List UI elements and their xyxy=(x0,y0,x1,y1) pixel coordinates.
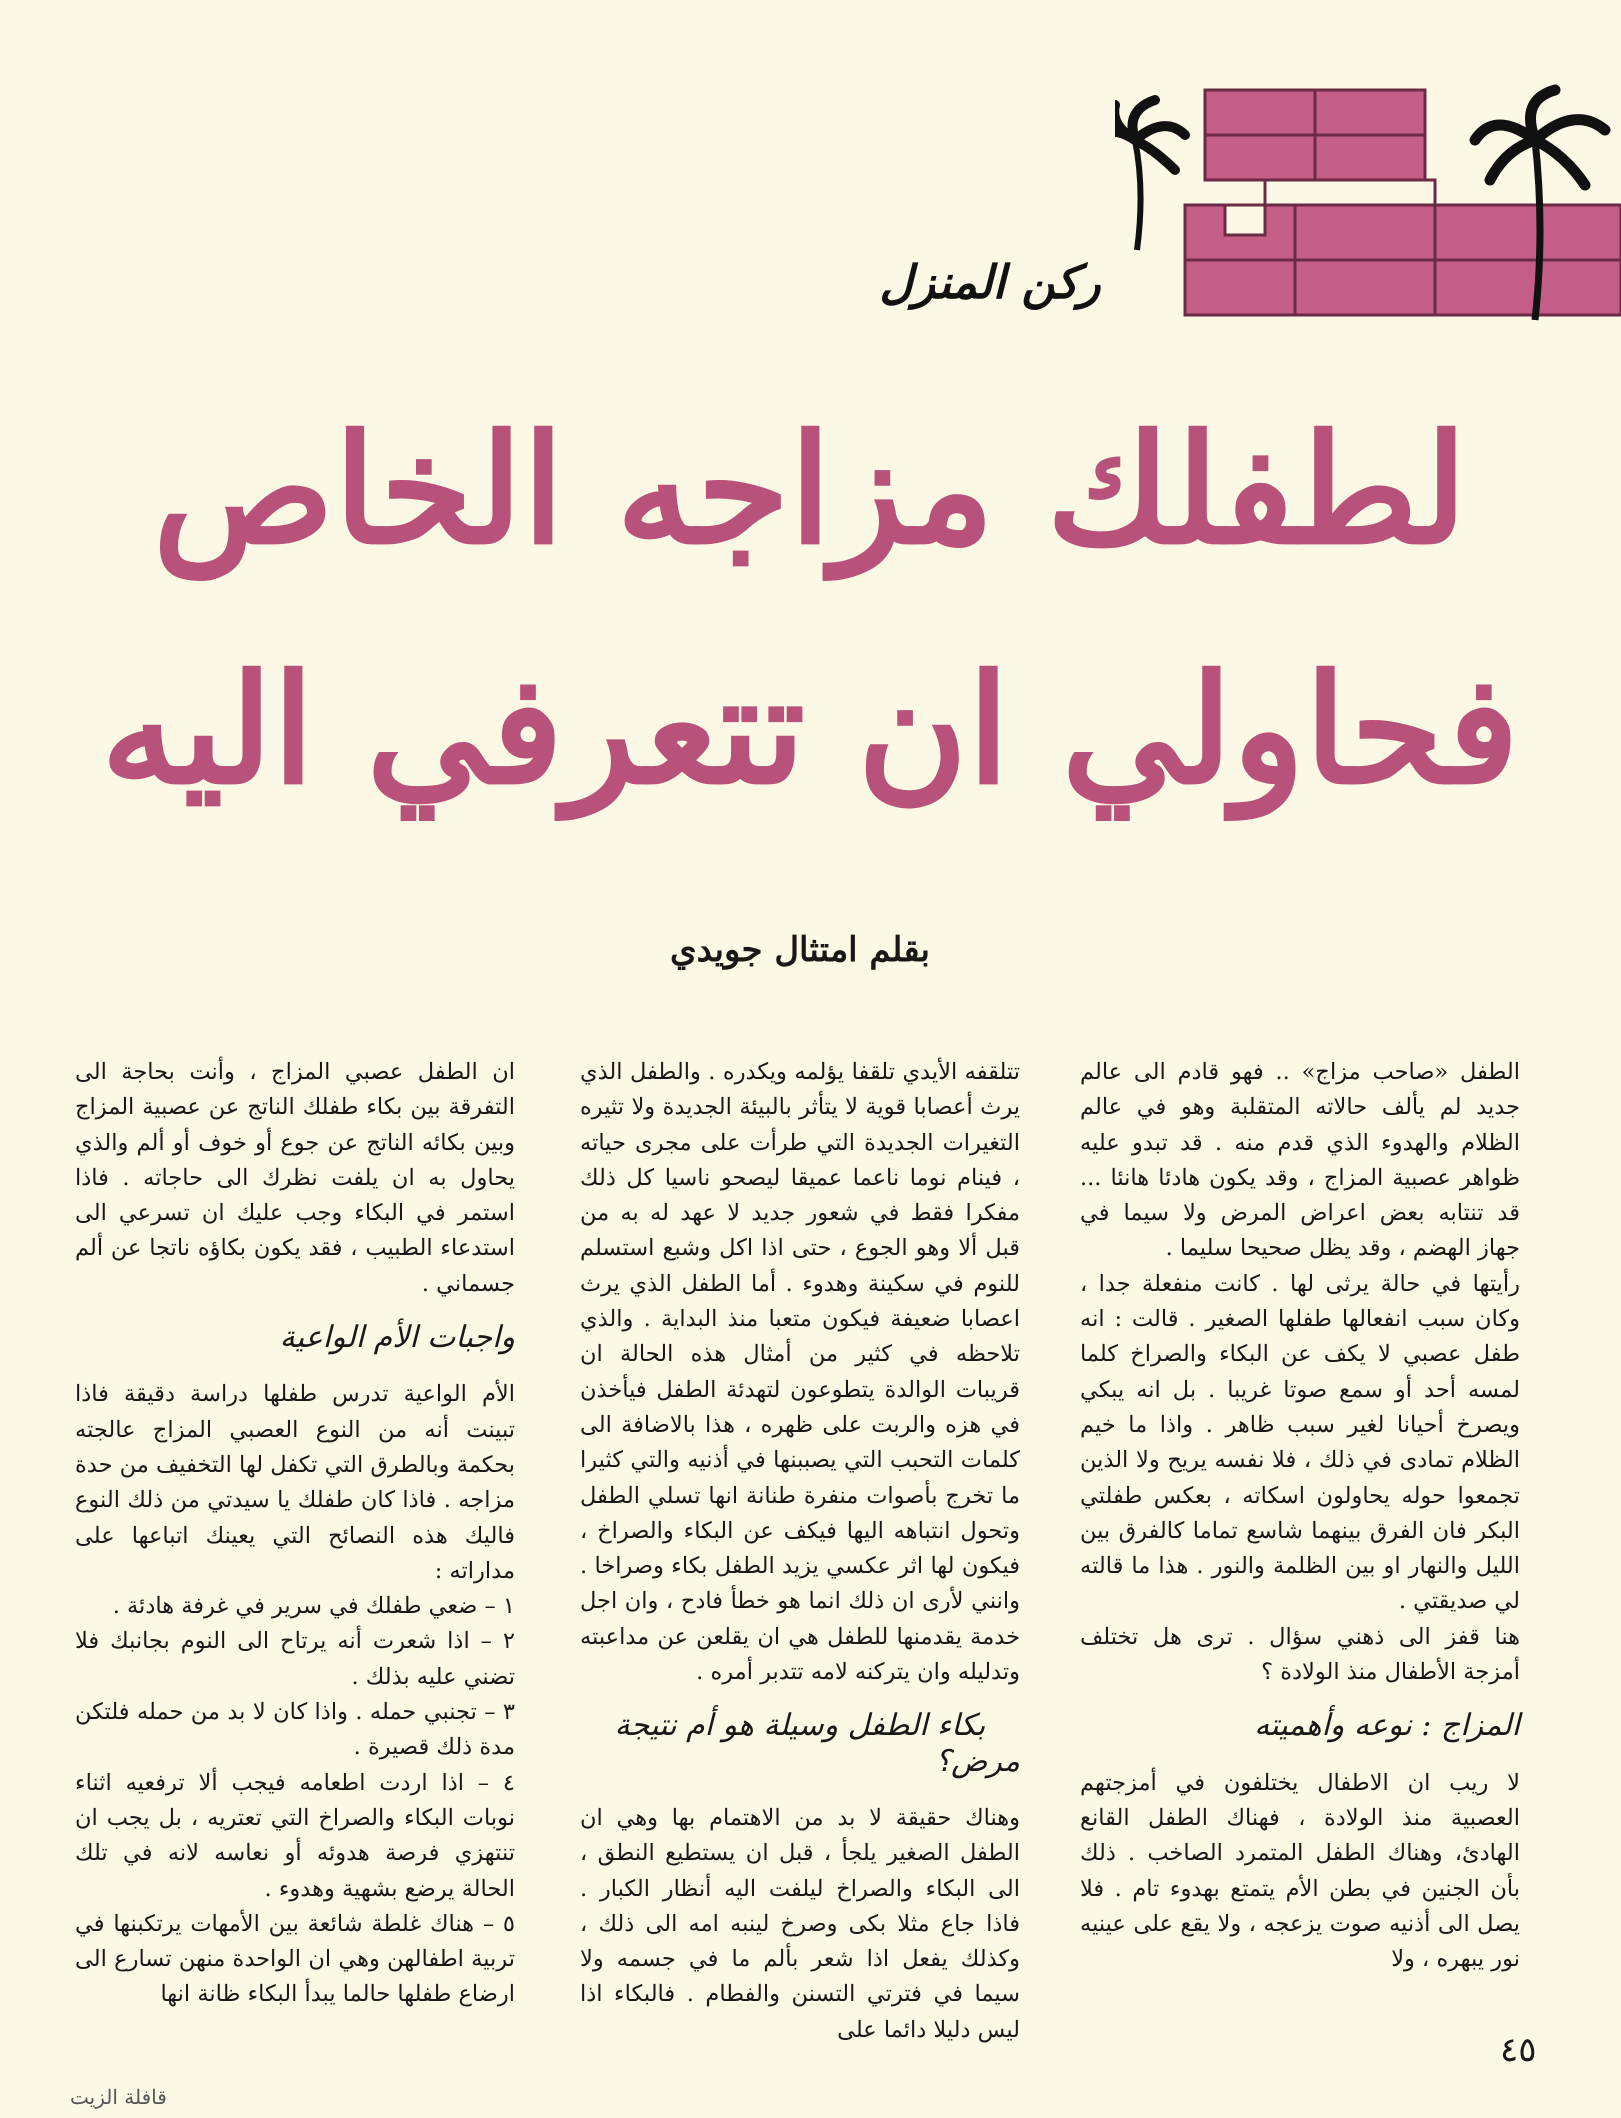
article-column-1 xyxy=(1080,1055,1520,1977)
paragraph: تتلقفه الأيدي تلقفا يؤلمه ويكدره . والطفل الذي يرث أعصابا قوية لا يتأثر بالبيئة الجديدة ولا تثيره التغيرات الجديدة التي طرأت على مجرى حياته ، فينام نوما ناعما عميقا ليصحو ناسيا كل ذلك مفكرا فقط في شعور جديد لا عهد له به من قبل ألا وهو الجوع ، حتى اذا اكل وشبع استسلم للنوم في سكينة وهدوء . أما الطفل الذي يرث اعصابا ضعيفة فيكون متعبا منذ البداية . والذي تلاحظه في كثير من أمثال هذه الحالة ان قريبات الوالدة يتطوعون لتهدئة الطفل فيأخذن في هزه والربت على ظهره ، هذا بالاضافة الى كلمات التحبب التي يصببنها في أذنيه والتي كثيرا ما تخرج بأصوات منفرة طنانة انها تسلي الطفل وتحول انتباهه اليها فيكف عن البكاء والصراخ ، فيكون لها اثر عكسي يزيد الطفل بكاء وصراخا . وانني لأرى ان ذلك انما هو خطأ فادح ، وان اجل خدمة يقدمنها للطفل هي ان يقلعن عن مداعبته وتدليله وان يتركنه لامه تتدبر أمره . xyxy=(580,1059,1020,1686)
paragraph: رأيتها في حالة يرثى لها . كانت منفعلة جدا ، وكان سبب انفعالها طفلها الصغير . قالت : انه طفل عصبي لا يكف عن البكاء والصراخ كلما لمسه أحد أو سمع صوتا غريبا . بل انه يبكي ويصرخ أحيانا لغير سبب ظاهر . واذا ما خيم الظلام تمادى في ذلك ، فلا نفسه يريح ولا الذين تجمعوا حوله يحاولون اسكاته ، بعكس طفلتي البكر فان الفرق بينهما شاسع تماما كالفرق بين الليل والنهار او بين الظلمة والنور . هذا ما قالته لي صديقتي . xyxy=(1080,1270,1520,1615)
headline-line-1: لطفلك مزاجه الخاص xyxy=(152,402,1468,578)
paragraph: ان الطفل عصبي المزاج ، وأنت بحاجة الى التفرقة بين بكاء طفلك الناتج عن عصبية المزاج وبين بكائه الناتج عن جوع أو خوف أو ألم والذي يحاول به ان يلفت نظرك الى حاجاته . فاذا استمر في البكاء وجب عليك ان تسرعي الى استدعاء الطبيب ، فقد يكون بكاؤه ناتجا عن ألم جسماني . xyxy=(75,1059,515,1297)
house-palm-icon xyxy=(1115,80,1621,330)
header-illustration xyxy=(1115,80,1621,330)
section-label: ركن المنزل xyxy=(879,255,1101,309)
subheading: واجبات الأم الواعية xyxy=(279,1320,515,1356)
paragraph: ٣ – تجنبي حمله . واذا كان لا بد من حمله فلتكن مدة ذلك قصيرة . xyxy=(75,1699,515,1761)
subheading: بكاء الطفل وسيلة هو أم نتيجة مرض؟ xyxy=(614,1708,1020,1779)
paragraph: الأم الواعية تدرس طفلها دراسة دقيقة فاذا تبينت أنه من النوع العصبي المزاج عالجته بحكمة وبالطرق التي تكفل لها التخفيف من حدة مزاجه . فاذا كان طفلك يا سيدتي من ذلك النوع فاليك هذه النصائح التي يعينك اتباعها على مداراته : xyxy=(75,1381,515,1584)
paragraph: وهناك حقيقة لا بد من الاهتمام بها وهي ان الطفل الصغير يلجأ ، قبل ان يستطيع النطق ، الى البكاء والصراخ ليلفت اليه أنظار الكبار . فاذا جاع مثلا بكى وصرخ لينبه امه الى ذلك ، وكذلك يفعل اذا شعر بألم ما في جسمه ولا سيما في فترتي التسنن والفطام . فالبكاء اذا ليس دليلا دائما على xyxy=(580,1804,1020,2043)
paragraph: الطفل «صاحب مزاج» .. فهو قادم الى عالم جديد لم يألف حالاته المتقلبة وهو في عالم الظلام والهدوء الذي قدم منه . قد تبدو عليه ظواهر عصبية المزاج ، وقد يكون هادئا هانئا ... قد تنتابه بعض اعراض المرض ولا سيما في جهاز الهضم ، وقد يظل صحيحا سليما . xyxy=(1080,1059,1520,1262)
paragraph: هنا قفز الى ذهني سؤال . ترى هل تختلف أمزجة الأطفال منذ الولادة ؟ xyxy=(1080,1623,1520,1686)
headline-line-2: فحاولي ان تتعرفي اليه xyxy=(101,642,1519,818)
paragraph: ٥ – هناك غلطة شائعة بين الأمهات يرتكبنها في تربية اطفالهن وهي ان الواحدة منهن تسارع الى ارضاع طفلها حالما يبدأ البكاء ظانة انها xyxy=(75,1910,515,2008)
subheading: المزاج : نوعه وأهميته xyxy=(1254,1708,1520,1744)
page-number: ٤٥ xyxy=(1500,2030,1537,2070)
article-column-2 xyxy=(580,1055,1020,2048)
paragraph: ٢ – اذا شعرت أنه يرتاح الى النوم بجانبك فلا تضني عليه بذلك . xyxy=(75,1628,515,1690)
paragraph: ١ – ضعي طفلك في سرير في غرفة هادئة . xyxy=(112,1593,515,1620)
byline: بقلم امتثال جويدي xyxy=(670,930,930,970)
paragraph: ٤ – اذا اردت اطعامه فيجب ألا ترفعيه اثناء نوبات البكاء والصراخ التي تعتريه ، بل يجب ان تنتهزي فرصة هدوئه أو نعاسه لانه في تلك الحالة يرضع بشهية وهدوء . xyxy=(75,1769,515,1902)
article-column-3 xyxy=(75,1055,515,2013)
footer-publication: قافلة الزيت xyxy=(70,2085,167,2109)
paragraph: لا ريب ان الاطفال يختلفون في أمزجتهم العصبية منذ الولادة ، فهناك الطفل القانع الهادئ، وهناك الطفل المتمرد الصاخب . ذلك بأن الجنين في بطن الأم يتمتع بهدوء تام . فلا يصل الى أذنيه صوت يزعجه ، ولا يقع على عينيه نور يبهره ، ولا xyxy=(1080,1769,1520,1973)
